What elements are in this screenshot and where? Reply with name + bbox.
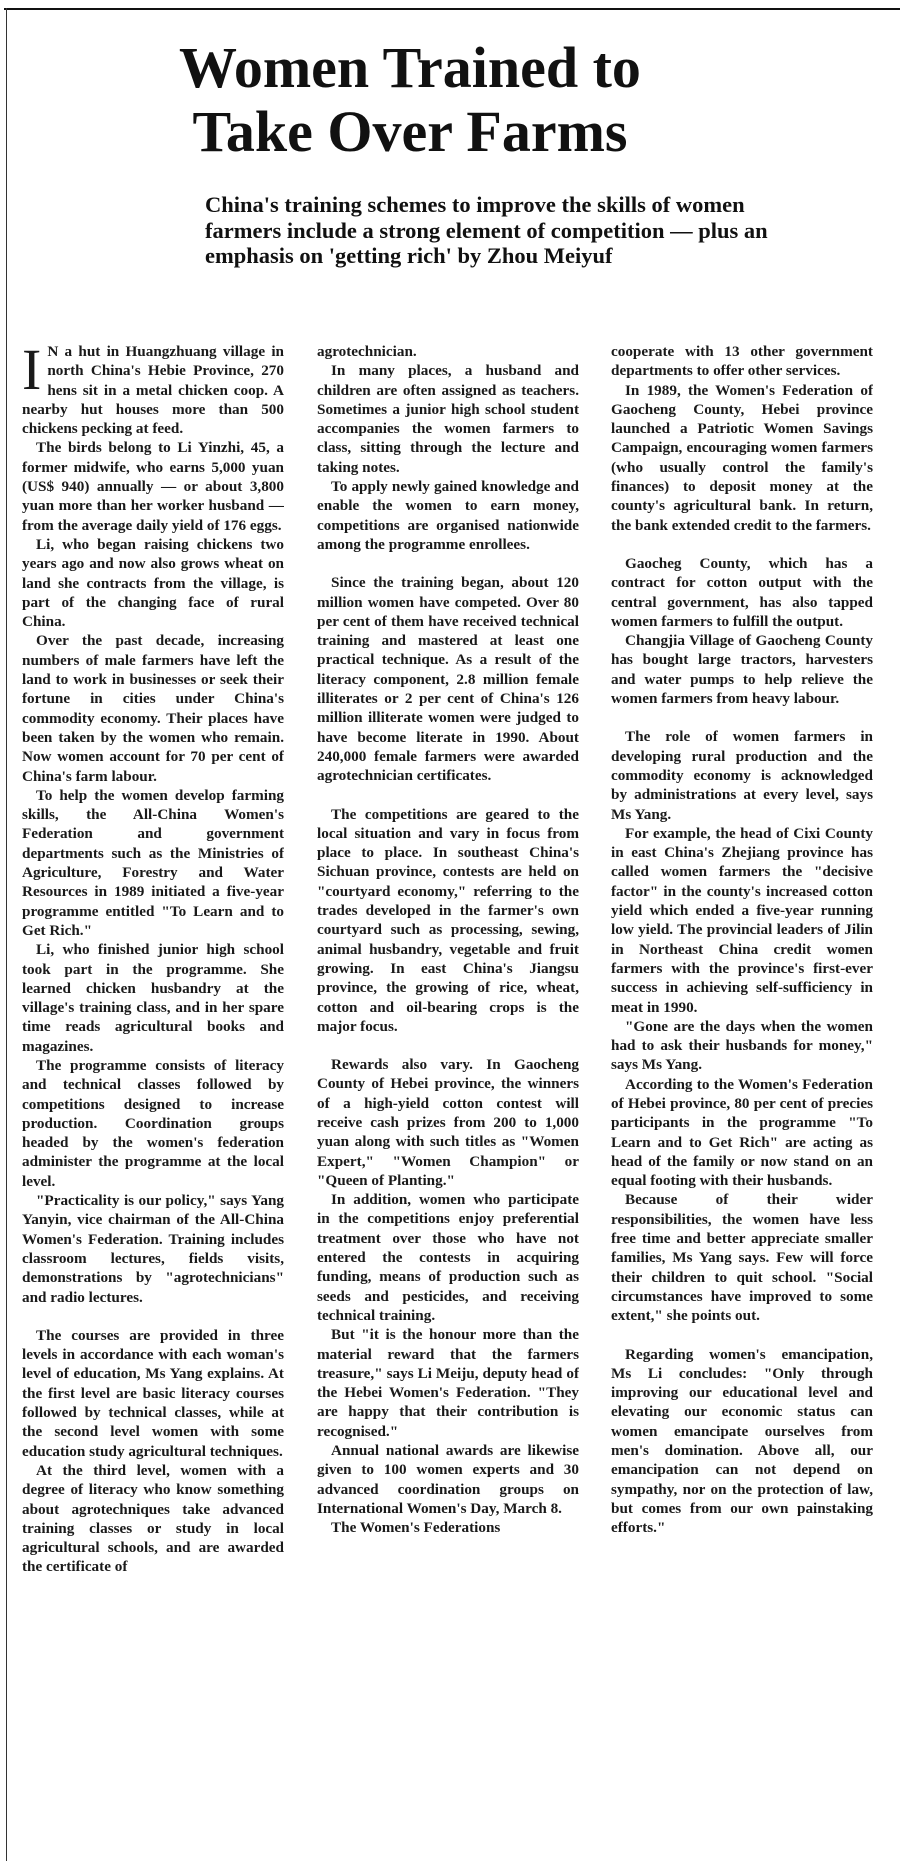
top-rule bbox=[4, 8, 900, 10]
paragraph: Changjia Village of Gaocheng County has bought large tractors, harvesters and water pumps to help relieve the women farmers from heavy labour. bbox=[611, 632, 873, 708]
paragraph: In addition, women who participate in the competitions enjoy preferential treatment over those who have not entered the contests in acquiring funding, means of production such as seeds and pesticides, and receiving technical training. bbox=[317, 1191, 579, 1324]
paragraph: But "it is the honour more than the material reward that the farmers treasure," says Li Meiju, deputy head of the Hebei Women's Federation. "They are happy that their contribution is recognised." bbox=[317, 1326, 579, 1440]
paragraph: Since the training began, about 120 million women have competed. Over 80 per cent of them have received technical training and mastered at least one practical technique. As a result of the literacy component, 2.8 million female illiterates or 2 per cent of China's 126 million illiterate women were judged to have become literate in 1990. About 240,000 female farmers were awarded agrotechnician certificates. bbox=[317, 574, 579, 785]
paragraph: Li, who began raising chickens two years ago and now also grows wheat on land she contracts from the village, is part of the changing face of rural China. bbox=[22, 535, 284, 631]
paragraph: Regarding women's emancipation, Ms Li concludes: "Only through improving our educational level and elevating our economic status can women emancipate ourselves from men's domination. Above all, our emancipation can not depend on sympathy, nor on the protection of law, but comes from our own painstaking efforts." bbox=[611, 1345, 873, 1537]
headline bbox=[150, 36, 670, 164]
paragraph: agrotechnician. bbox=[317, 343, 417, 360]
column-2 bbox=[317, 342, 579, 1857]
paragraph: The role of women farmers in developing rural production and the commodity economy is acknowledged by administrations at every level, says Ms Yang. bbox=[611, 728, 873, 823]
paragraph: In 1989, the Women's Federation of Gaocheng County, Hebei province launched a Patriotic Women Savings Campaign, encouraging women farmers (who usually control the family's finances) to deposit money at the county's agricultural bank. In return, the bank extended credit to the farmers. bbox=[611, 381, 873, 534]
paragraph: At the third level, women with a degree of literacy who know something about agrotechniques take advanced training classes or study in local agricultural schools, and are awarded the certificate of bbox=[22, 1461, 284, 1576]
column-1 bbox=[22, 342, 284, 1857]
paragraph: The birds belong to Li Yinzhi, 45, a former midwife, who earns 5,000 yuan (US$ 940) annually — or about 3,800 yuan more than her worker husband — from the average daily yield of 176 eggs. bbox=[22, 439, 284, 534]
paragraph: For example, the head of Cixi County in east China's Zhejiang province has called women farmers the "decisive factor" in the county's increased cotton yield which ended a five-year running low yield. The provincial leaders of Jilin in Northeast China credit women farmers with the province's first-ever success in achieving self-sufficiency in meat in 1990. bbox=[611, 824, 873, 1016]
paragraph: According to the Women's Federation of Hebei province, 80 per cent of precies participants in the programme "To Learn and to Get Rich" are acting as head of the family or now stand on an equal footing with their husbands. bbox=[611, 1075, 873, 1190]
paragraph: Over the past decade, increasing numbers of male farmers have left the land to work in businesses or seek their fortune in cities under China's commodity economy. Their places have been taken by the women who remain. Now women account for 70 per cent of China's farm labour. bbox=[22, 632, 284, 785]
paragraph: The competitions are geared to the local situation and vary in focus from place to place. In southeast China's Sichuan province, contests are held on "courtyard economy," referring to the trades developed in the farmer's own courtyard such as processing, sewing, animal husbandry, vegetable and fruit growing. In east China's Jiangsu province, the growing of rice, wheat, cotton and oil-bearing crops is the major focus. bbox=[317, 805, 579, 1035]
paragraph: Li, who finished junior high school took part in the programme. She learned chicken husbandry at the village's training class, and in her spare time reads agricultural books and magazines. bbox=[22, 941, 284, 1055]
paragraph: To help the women develop farming skills, the All-China Women's Federation and government departments such as the Ministries of Agriculture, Forestry and Water Resources in 1989 initiated a five-year programme entitled "To Learn and to Get Rich." bbox=[22, 786, 284, 939]
paragraph: "Practicality is our policy," says Yang Yanyin, vice chairman of the All-China Women's Federation. Training includes classroom lectures, fields visits, demonstrations by "agrotechnicians" and radio lectures. bbox=[22, 1192, 284, 1306]
left-rule bbox=[6, 8, 7, 1861]
paragraph bbox=[22, 342, 284, 438]
paragraph: To apply newly gained knowledge and enable the women to earn money, competitions are organised nationwide among the programme enrollees. bbox=[317, 478, 579, 553]
headline-line-2: Take Over Farms bbox=[192, 99, 628, 164]
paragraph: Because of their wider responsibilities, the women have less free time and better appreciate smaller families, Ms Yang says. Few will force their children to quit school. "Social circumstances have improved to some extent," she points out. bbox=[611, 1191, 873, 1325]
paragraph: Annual national awards are likewise given to 100 women experts and 30 advanced coordination groups on International Women's Day, March 8. bbox=[317, 1442, 579, 1517]
column-3 bbox=[611, 342, 873, 1857]
paragraph: cooperate with 13 other government departments to offer other services. bbox=[611, 343, 873, 380]
paragraph: Rewards also vary. In Gaocheng County of Hebei province, the winners of a high-yield cotton contest will receive cash prizes from 200 to 1,000 yuan along with such titles as "Women Expert," "Women Champion" or "Queen of Planting." bbox=[317, 1056, 579, 1189]
paragraph: Gaocheg County, which has a contract for cotton output with the central government, has also tapped women farmers to fulfill the output. bbox=[611, 554, 873, 630]
paragraph: The Women's Federations bbox=[331, 1519, 501, 1537]
paragraph: The programme consists of literacy and technical classes followed by competitions designed to increase production. Coordination groups headed by the women's federation administer the programme at the local level. bbox=[22, 1056, 284, 1190]
paragraph: In many places, a husband and children are often assigned as teachers. Sometimes a junior high school student accompanies the women farmers to class, sitting through the lecture and taking notes. bbox=[317, 362, 579, 476]
paragraph-text: N a hut in Huangzhuang village in north China's Hebie Province, 270 hens sit in a metal chicken coop. A nearby hut houses more than 500 chickens pecking at feed. bbox=[22, 343, 284, 438]
paragraph: "Gone are the days when the women had to ask their husbands for money," says Ms Yang. bbox=[611, 1017, 873, 1074]
paragraph: The courses are provided in three levels in accordance with each woman's level of education, Ms Yang explains. At the first level are basic literacy courses followed by technical classes, while at the second level women with some education study agricultural techniques. bbox=[22, 1326, 284, 1460]
drop-cap: I bbox=[22, 342, 42, 402]
deck-subheadline: China's training schemes to improve the skills of women farmers include a strong element of competition — plus an emphasis on 'getting rich' by Zhou Meiyuf bbox=[205, 192, 768, 268]
headline-line-1: Women Trained to bbox=[179, 35, 641, 100]
